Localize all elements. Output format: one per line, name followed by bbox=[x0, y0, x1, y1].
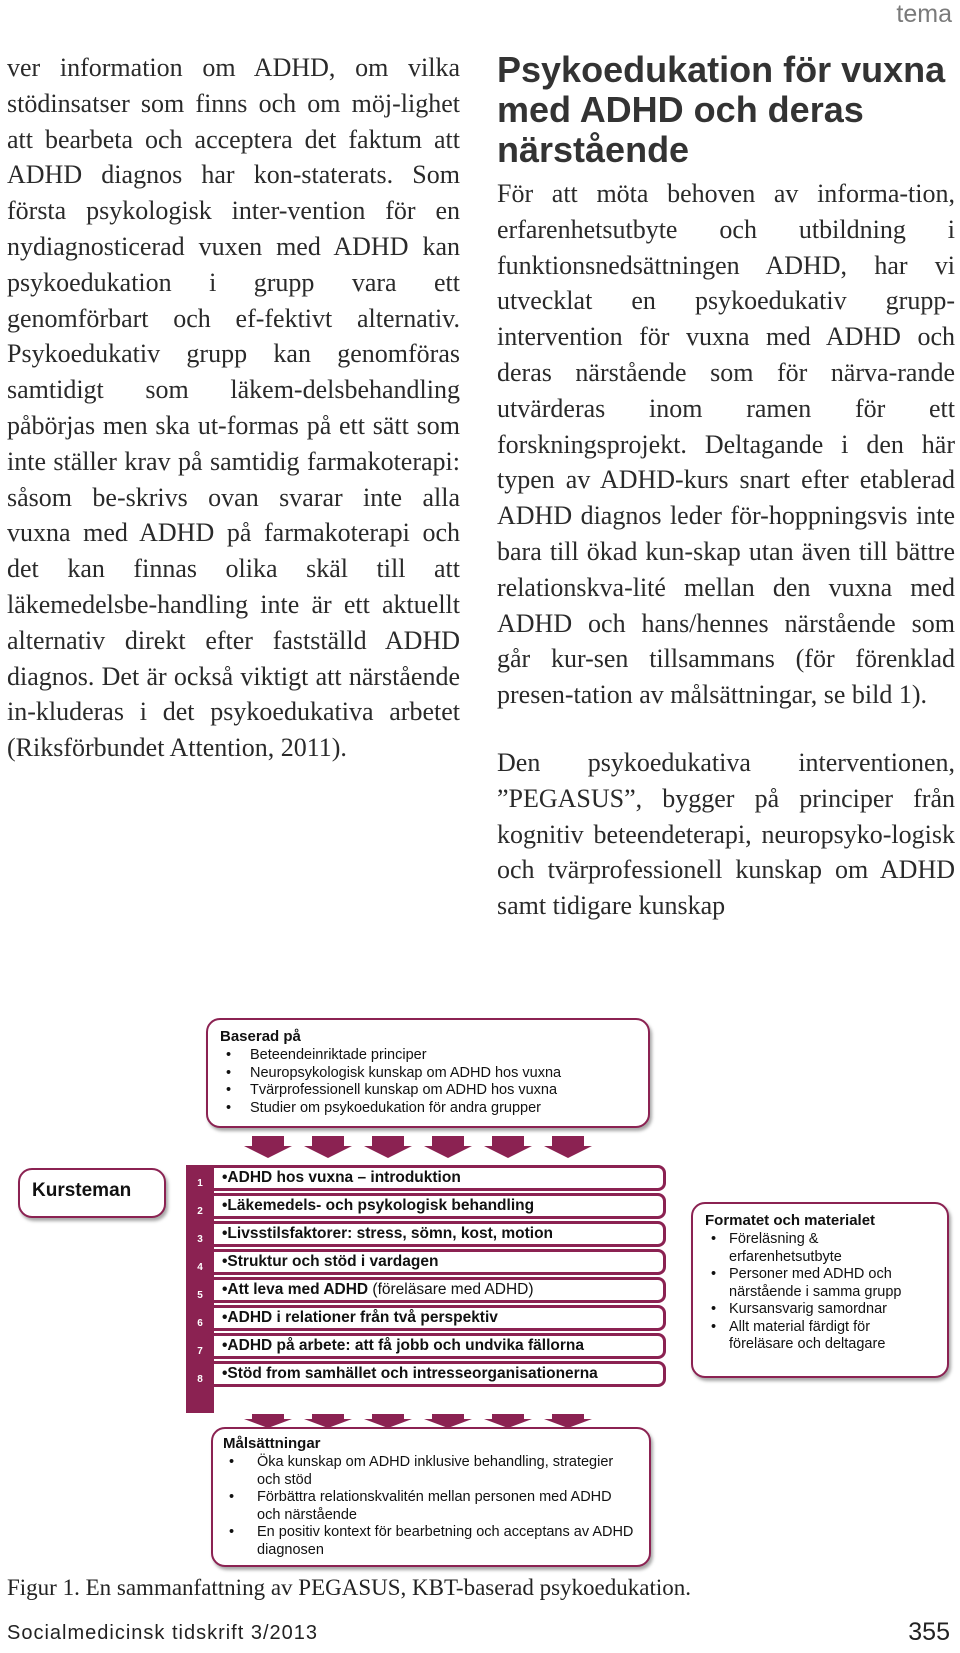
theme-text: •Struktur och stöd i vardagen bbox=[222, 1253, 439, 1270]
based-on-item: • Neuropsykologisk kunskap om ADHD hos vuxna bbox=[220, 1065, 636, 1083]
theme-number: 3 bbox=[197, 1234, 203, 1245]
theme-number: 2 bbox=[197, 1206, 203, 1217]
format-item: • Allt material färdigt för föreläsare och deltagare bbox=[705, 1319, 935, 1354]
page-number: 355 bbox=[908, 1618, 950, 1646]
theme-row bbox=[214, 1193, 666, 1219]
theme-text: •Livsstilsfaktorer: stress, sömn, kost, motion bbox=[222, 1225, 554, 1242]
theme-row bbox=[214, 1361, 666, 1387]
down-arrow-icon bbox=[364, 1136, 412, 1158]
based-on-item: • Studier om psykoedukation för andra grupper bbox=[220, 1100, 636, 1118]
theme-text: •Läkemedels- och psykologisk behandling bbox=[222, 1197, 535, 1214]
down-arrow-icon bbox=[484, 1414, 532, 1428]
theme-row bbox=[214, 1249, 666, 1275]
theme-number: 4 bbox=[197, 1262, 203, 1273]
theme-number: 7 bbox=[197, 1346, 203, 1357]
down-arrow-icon bbox=[364, 1414, 412, 1428]
goals-title: Målsättningar bbox=[223, 1435, 321, 1452]
goal-item: • Förbättra relationskvalitén mellan personen med ADHD och närstående bbox=[223, 1489, 639, 1524]
section-heading: Psykoedukation för vuxna med ADHD och deras närstående bbox=[497, 49, 946, 170]
paragraph-2: Den psykoedukativa interventionen, ”PEGASUS”, bygger på principer från kognitiv beteendeterapi, neuropsyko-logisk och tvärprofessionell kunskap om ADHD samt tidigare kunskap bbox=[497, 747, 955, 921]
format-box bbox=[691, 1202, 949, 1378]
down-arrow-icon bbox=[424, 1414, 472, 1428]
journal-footer: Socialmedicinsk tidskrift 3/2013 bbox=[7, 1622, 319, 1644]
theme-row bbox=[214, 1221, 666, 1247]
down-arrow-icon bbox=[304, 1136, 352, 1158]
figure-caption: Figur 1. En sammanfattning av PEGASUS, KBT-baserad psykoedukation. bbox=[7, 1575, 691, 1600]
down-arrow-icon bbox=[544, 1414, 592, 1428]
theme-row bbox=[214, 1333, 666, 1359]
course-themes-list bbox=[186, 1165, 676, 1413]
down-arrows-bottom bbox=[238, 1414, 638, 1428]
theme-row bbox=[214, 1277, 666, 1303]
format-item: • Personer med ADHD och närstående i samma grupp bbox=[705, 1266, 935, 1301]
down-arrow-icon bbox=[244, 1414, 292, 1428]
format-item: • Kursansvarig samordnar bbox=[705, 1301, 935, 1319]
based-on-box bbox=[206, 1018, 650, 1128]
down-arrow-icon bbox=[544, 1136, 592, 1158]
theme-number: 6 bbox=[197, 1318, 203, 1329]
goal-item: • En positiv kontext för bearbetning och acceptans av ADHD diagnosen bbox=[223, 1524, 639, 1559]
down-arrows-top bbox=[238, 1136, 638, 1158]
theme-text: •ADHD hos vuxna – introduktion bbox=[222, 1169, 461, 1186]
right-column bbox=[497, 50, 955, 924]
left-column-text: ver information om ADHD, om vilka stödinsatser som finns och om möj-lighet att bearbeta och acceptera det faktum att ADHD diagnos har kon-staterats. Som första psykologisk inter-vention för en nydiagnosticerad vuxen med ADHD kan psykoedukation i grupp vara ett genomförbart och ef-fektivt alternativ. Psykoedukativ grupp kan genomföras samtidigt som läkem-delsbehandling påbörjas men ska ut-formas på ett sätt som inte ställer krav på samtidig farmakoterapi: såsom be-skrivs ovan svarar inte alla vuxna med ADHD på farmakoterapi och det kan finnas olika skäl till att läkemedelsbe-handling inte är ett aktuellt alternativ direkt efter fastställd ADHD diagnos. Det är också viktigt att närstående in-kluderas i det psykoedukativa arbetet (Riksförbundet Attention, 2011). bbox=[7, 53, 460, 763]
theme-row bbox=[214, 1165, 666, 1191]
theme-row bbox=[214, 1305, 666, 1331]
theme-text: •ADHD på arbete: att få jobb och undvika fällorna bbox=[222, 1337, 584, 1354]
theme-text: •Stöd from samhället och intresseorganisationerna bbox=[222, 1365, 598, 1382]
pegasus-figure bbox=[8, 1012, 952, 1572]
theme-number: 8 bbox=[197, 1374, 203, 1385]
theme-number: 1 bbox=[197, 1178, 203, 1189]
based-on-item: • Beteendeinriktade principer bbox=[220, 1047, 636, 1065]
theme-text: •Att leva med ADHD bbox=[222, 1281, 369, 1298]
theme-number: 5 bbox=[197, 1290, 203, 1301]
format-title: Formatet och materialet bbox=[705, 1212, 876, 1229]
section-tag: tema bbox=[896, 0, 952, 28]
down-arrow-icon bbox=[484, 1136, 532, 1158]
format-item: • Föreläsning & erfarenhetsutbyte bbox=[705, 1231, 935, 1266]
theme-text: •ADHD i relationer från två perspektiv bbox=[222, 1309, 498, 1326]
down-arrow-icon bbox=[304, 1414, 352, 1428]
goal-item: • Öka kunskap om ADHD inklusive behandling, strategier och stöd bbox=[223, 1454, 639, 1489]
down-arrow-icon bbox=[244, 1136, 292, 1158]
theme-note: (föreläsare med ADHD) bbox=[368, 1281, 534, 1298]
course-themes-label-box bbox=[18, 1168, 166, 1218]
based-on-title: Baserad på bbox=[220, 1028, 301, 1045]
course-themes-label: Kursteman bbox=[32, 1180, 132, 1201]
goals-box bbox=[211, 1427, 651, 1567]
paragraph-1: För att möta behoven av informa-tion, erfarenhetsutbyte och utbildning i funktionsnedsättningen ADHD, har vi utvecklat en psykoedukativ grupp-intervention för vuxna med ADHD och deras närstående som för närva-rande utvärderas inom ramen för ett forskningsprojekt. Deltagande i den här typen av ADHD-kurs snart efter etablerad ADHD diagnos leder för-hoppningsvis inte bara till ökad kun-skap utan även till bättre relationskva-lité mellan den vuxna med ADHD och hans/hennes närstående som går kur-sen tillsammans (för förenklad presen-tation av målsättningar, se bild 1). bbox=[497, 179, 955, 710]
down-arrow-icon bbox=[424, 1136, 472, 1158]
based-on-item: • Tvärprofessionell kunskap om ADHD hos vuxna bbox=[220, 1082, 636, 1100]
